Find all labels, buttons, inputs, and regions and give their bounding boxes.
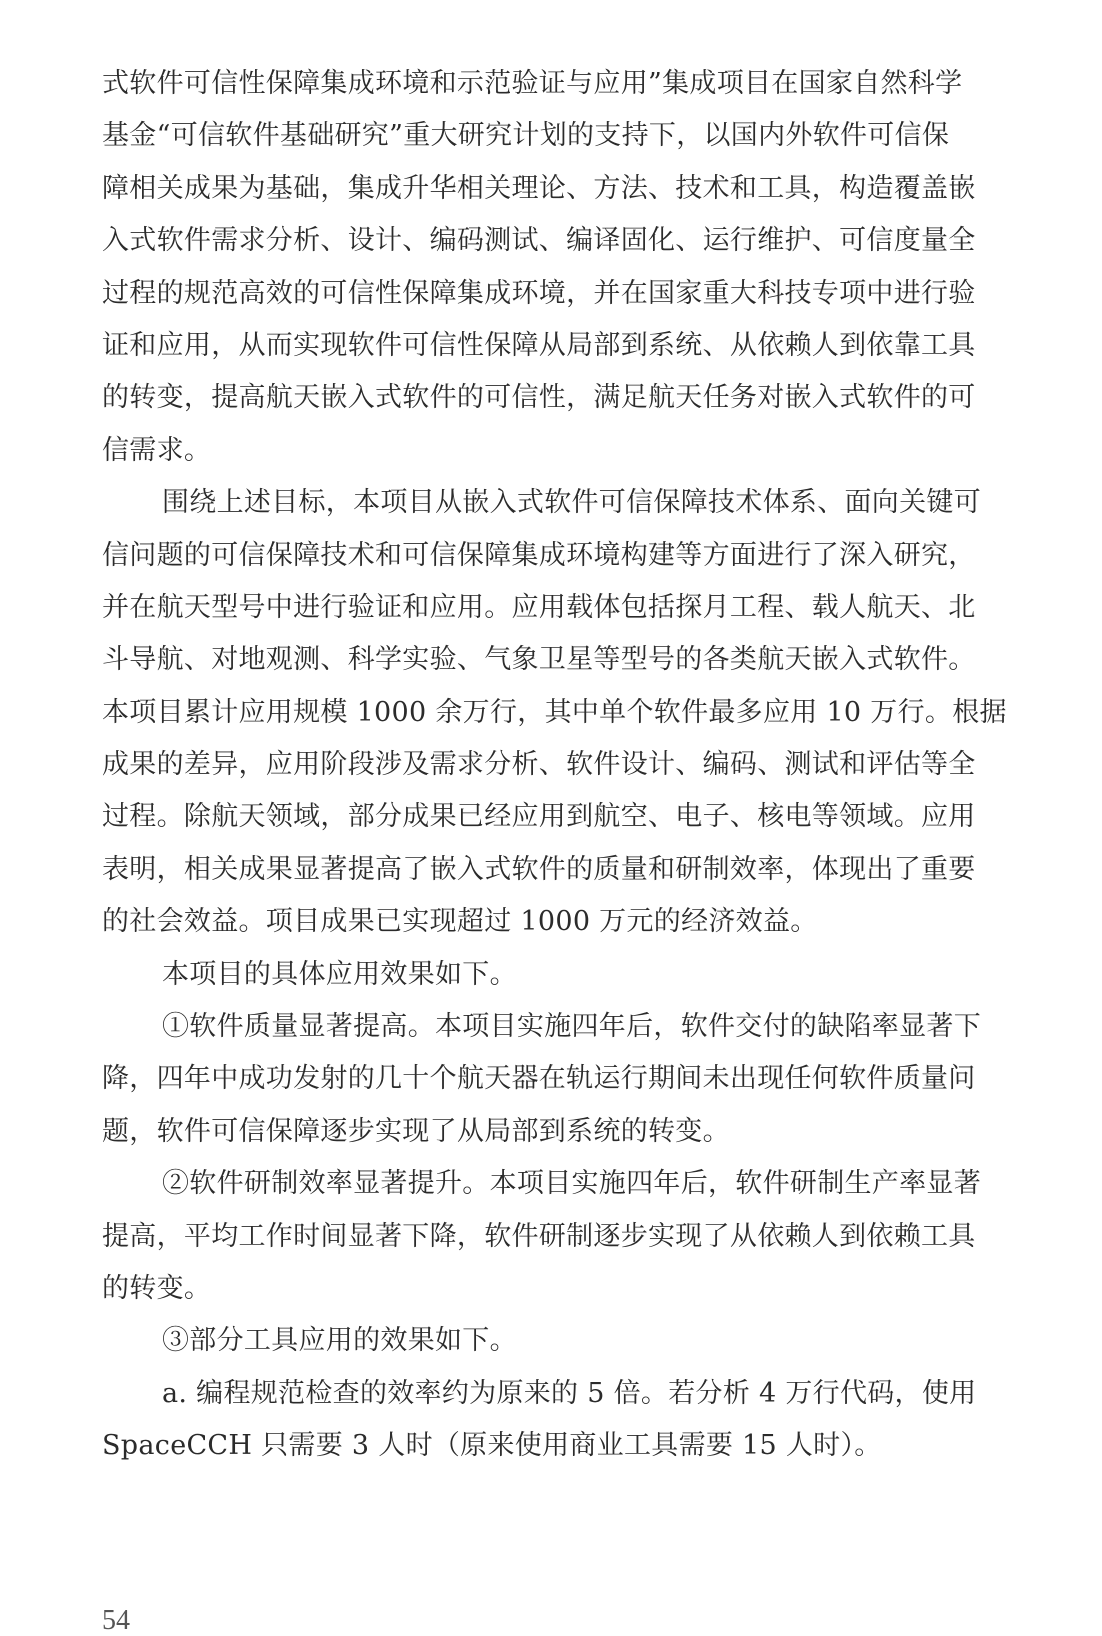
text-line: 提高，平均工作时间显著下降，软件研制逐步实现了从依赖人到依赖工具 <box>102 1220 976 1252</box>
text-line: 信需求。 <box>102 434 212 466</box>
text-line: 入式软件需求分析、设计、编码测试、编译固化、运行维护、可信度量全 <box>102 225 976 257</box>
paragraph-tool-item-a <box>102 1368 1054 1473</box>
page-body <box>102 58 1054 1473</box>
text-line: 的转变，提高航天嵌入式软件的可信性，满足航天任务对嵌入式软件的可 <box>102 382 976 414</box>
text-line: 本项目的具体应用效果如下。 <box>162 958 517 990</box>
text-line: 过程的规范高效的可信性保障集成环境，并在国家重大科技专项中进行验 <box>102 277 976 309</box>
text-line: ①软件质量显著提高。本项目实施四年后，软件交付的缺陷率显著下 <box>162 1011 981 1043</box>
text-line: 表明，相关成果显著提高了嵌入式软件的质量和研制效率，体现出了重要 <box>102 853 976 885</box>
paragraph-effect-tools <box>102 1315 1054 1367</box>
text-line: a. 编程规范检查的效率约为原来的 5 倍。若分析 4 万行代码，使用 <box>162 1377 977 1409</box>
text-line: 的转变。 <box>102 1272 212 1304</box>
text-line: ③部分工具应用的效果如下。 <box>162 1325 517 1357</box>
text-line: 的社会效益。项目成果已实现超过 1000 万元的经济效益。 <box>102 906 818 938</box>
paragraph-effects-intro <box>102 949 1054 1001</box>
text-line: 障相关成果为基础，集成升华相关理论、方法、技术和工具，构造覆盖嵌 <box>102 172 976 204</box>
text-line: 降，四年中成功发射的几十个航天器在轨运行期间未出现任何软件质量问 <box>102 1063 976 1095</box>
text-line: 过程。除航天领域，部分成果已经应用到航空、电子、核电等领域。应用 <box>102 801 976 833</box>
text-line: 信问题的可信保障技术和可信保障集成环境构建等方面进行了深入研究， <box>102 539 976 571</box>
text-line: 式软件可信性保障集成环境和示范验证与应用”集成项目在国家自然科学 <box>102 68 963 99</box>
text-line: ②软件研制效率显著提升。本项目实施四年后，软件研制生产率显著 <box>162 1168 981 1200</box>
text-line: 围绕上述目标，本项目从嵌入式软件可信保障技术体系、面向关键可 <box>162 487 981 519</box>
text-line: SpaceCCH 只需要 3 人时（原来使用商业工具需要 15 人时）。 <box>102 1430 882 1462</box>
paragraph-intro-continued <box>102 58 1054 477</box>
paragraph-effect-efficiency <box>102 1158 1054 1315</box>
text-line: 并在航天型号中进行验证和应用。应用载体包括探月工程、载人航天、北 <box>102 591 976 623</box>
text-line: 证和应用，从而实现软件可信性保障从局部到系统、从依赖人到依靠工具 <box>102 329 976 361</box>
text-line: 成果的差异，应用阶段涉及需求分析、软件设计、编码、测试和评估等全 <box>102 749 976 781</box>
page-number: 54 <box>102 1605 130 1636</box>
text-line: 题，软件可信保障逐步实现了从局部到系统的转变。 <box>102 1115 730 1147</box>
text-line: 本项目累计应用规模 1000 余万行，其中单个软件最多应用 10 万行。根据 <box>102 696 1007 728</box>
paragraph-research-and-application <box>102 477 1054 949</box>
paragraph-effect-quality <box>102 1001 1054 1158</box>
text-line: 斗导航、对地观测、科学实验、气象卫星等型号的各类航天嵌入式软件。 <box>102 644 976 676</box>
text-line: 基金“可信软件基础研究”重大研究计划的支持下，以国内外软件可信保 <box>102 120 950 152</box>
